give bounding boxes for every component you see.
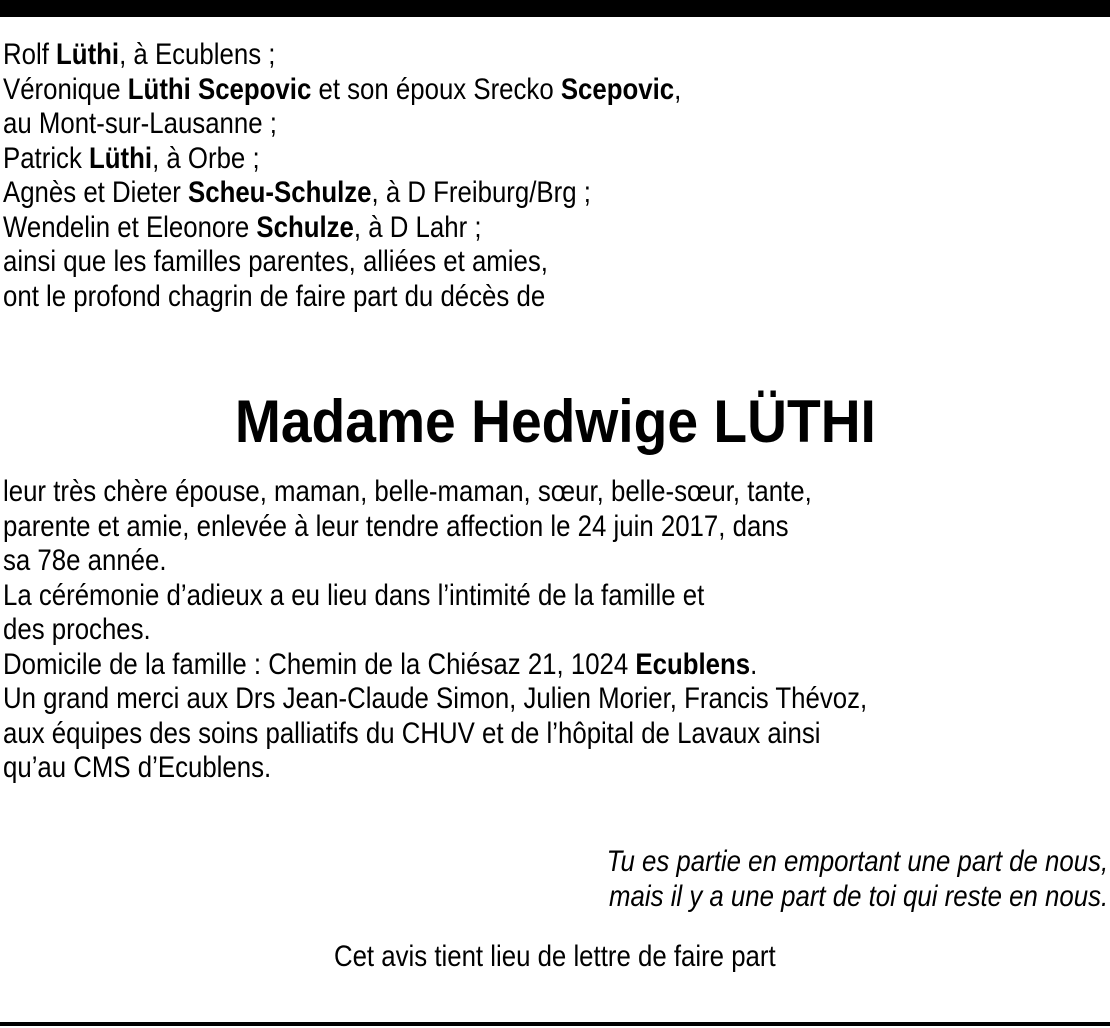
family-line: ainsi que les familles parentes, alliées et amies,	[3, 245, 548, 278]
family-line: Véronique Lüthi Scepovic et son époux Srecko Scepovic,	[3, 72, 682, 106]
top-rule	[0, 0, 1110, 17]
body-line: Domicile de la famille : Chemin de la Chiésaz 21, 1024 Ecublens.	[3, 647, 758, 681]
deceased-name: Madame Hedwige LÜTHI	[234, 388, 876, 455]
body-line: La cérémonie d’adieux a eu lieu dans l’intimité de la famille et	[3, 578, 705, 612]
family-line: au Mont-sur-Lausanne ;	[3, 107, 277, 140]
family-line: Agnès et Dieter Scheu-Schulze, à D Freiburg/Brg ;	[3, 176, 591, 209]
family-line: Rolf Lüthi, à Ecublens ;	[3, 38, 276, 71]
body-line: aux équipes des soins palliatifs du CHUV et de l’hôpital de Lavaux ainsi	[3, 716, 821, 750]
body-line: qu’au CMS d’Ecublens.	[3, 751, 272, 784]
quote-line: mais il y a une part de toi qui reste en nous.	[608, 879, 1108, 913]
quote-line: Tu es partie en emportant une part de nous,	[606, 845, 1108, 878]
body-line: leur très chère épouse, maman, belle-maman, sœur, belle-sœur, tante,	[3, 475, 812, 508]
bottom-rule	[0, 1022, 1110, 1026]
memorial-quote	[606, 845, 1108, 914]
family-list	[3, 38, 1107, 314]
notice-body	[3, 475, 1107, 786]
body-line: sa 78e année.	[3, 544, 167, 577]
family-line: ont le profond chagrin de faire part du décès de	[3, 279, 546, 313]
body-line: Un grand merci aux Drs Jean-Claude Simon, Julien Morier, Francis Thévoz,	[3, 682, 868, 715]
family-line: Patrick Lüthi, à Orbe ;	[3, 141, 260, 175]
footer-note: Cet avis tient lieu de lettre de faire part	[334, 940, 776, 973]
family-line: Wendelin et Eleonore Schulze, à D Lahr ;	[3, 210, 482, 244]
body-line: des proches.	[3, 613, 151, 646]
body-line: parente et amie, enlevée à leur tendre affection le 24 juin 2017, dans	[3, 509, 789, 543]
